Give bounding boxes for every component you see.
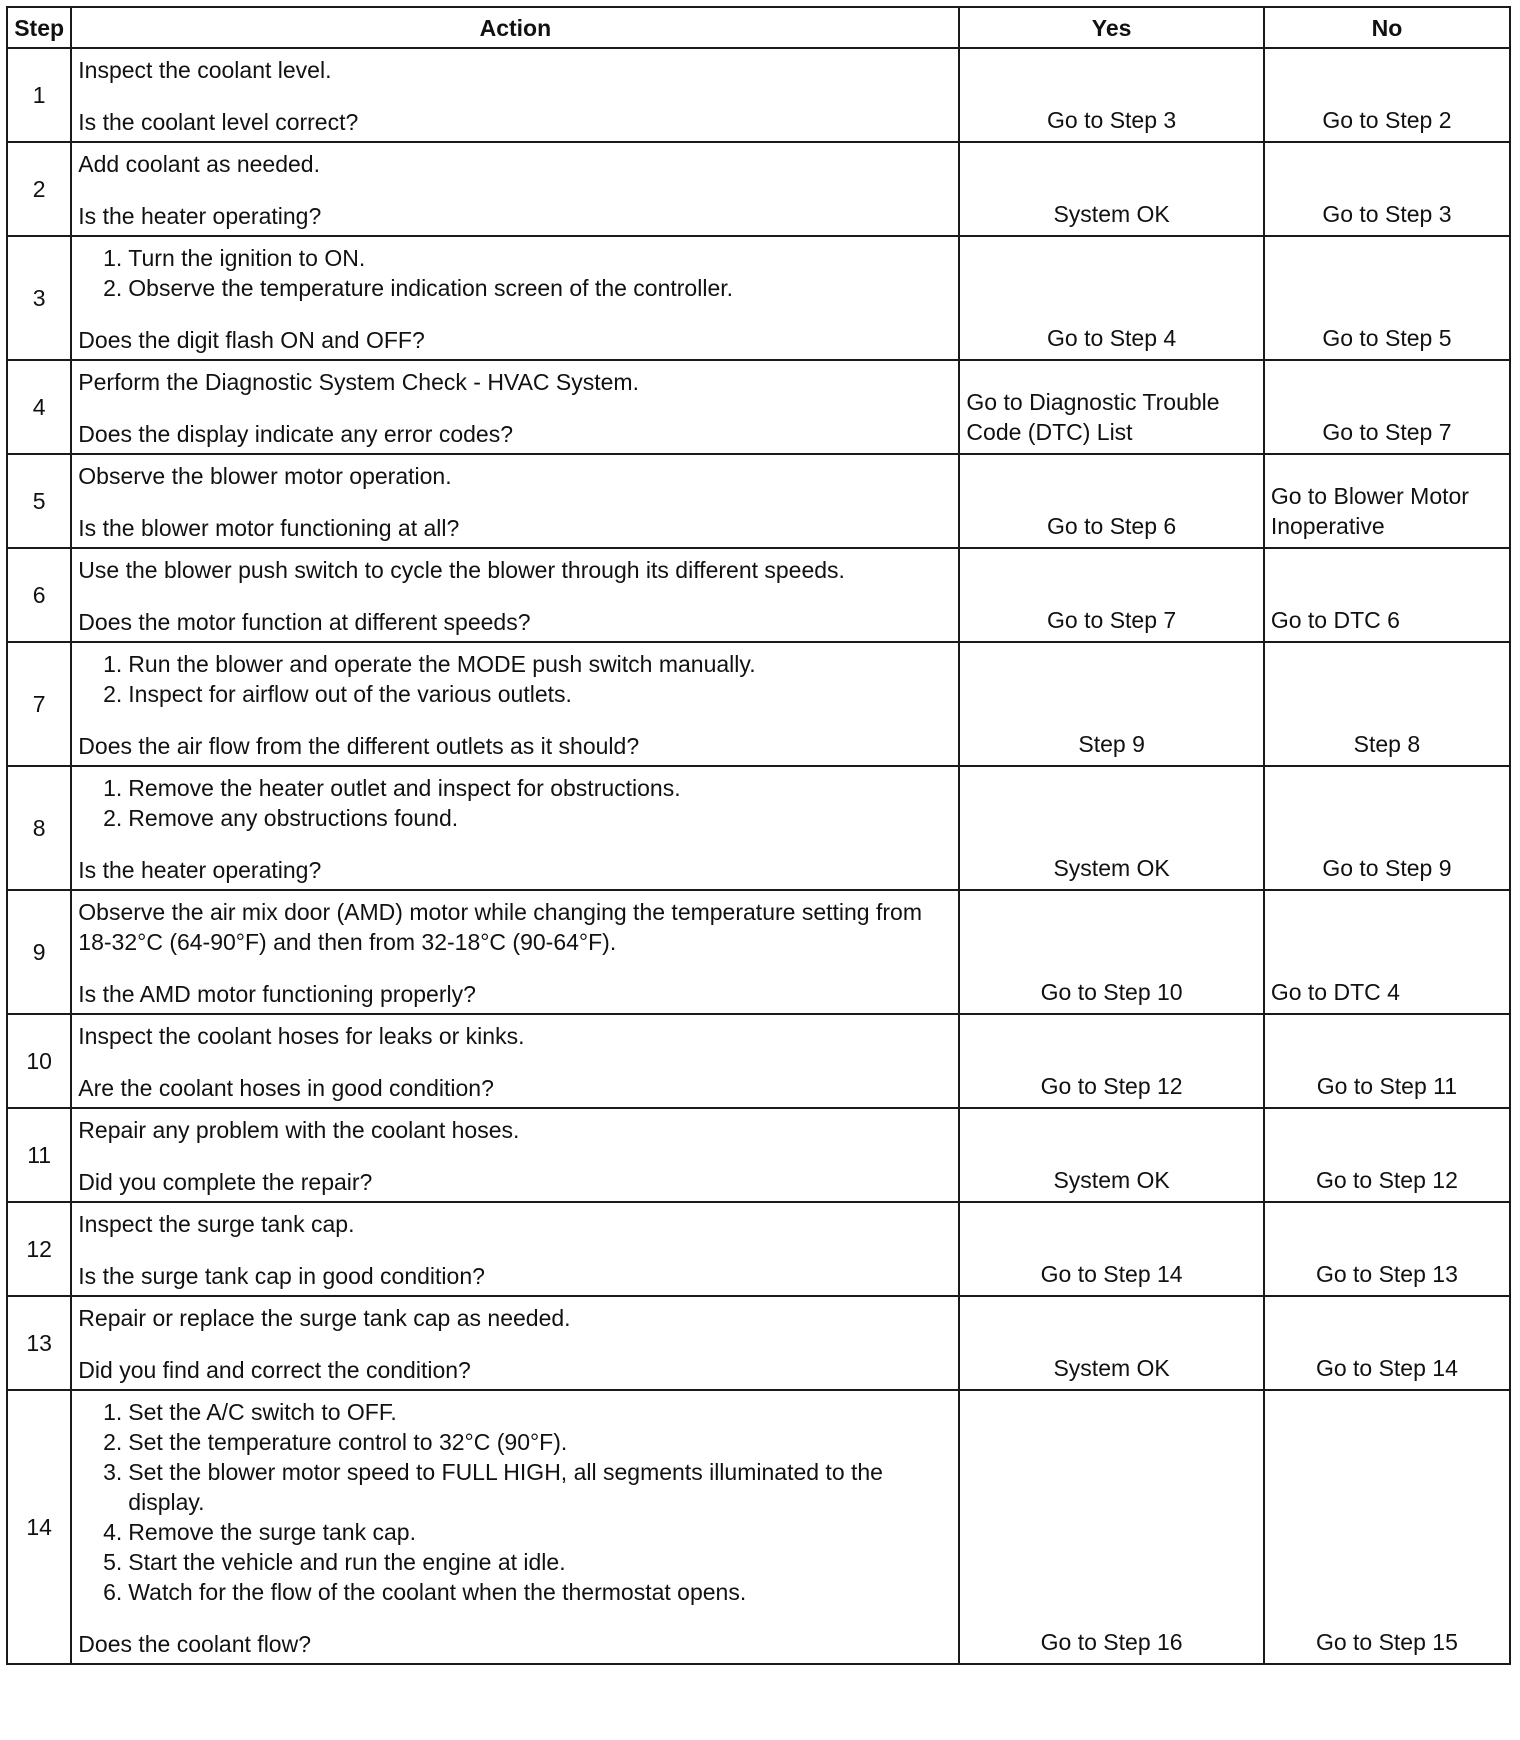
yes-result: Go to Step 10 bbox=[959, 890, 1263, 1014]
step-number: 6 bbox=[7, 548, 71, 642]
no-result: Step 8 bbox=[1264, 642, 1510, 766]
action-question: Does the coolant flow? bbox=[78, 1631, 311, 1657]
substep-number: 1. bbox=[103, 775, 123, 801]
substep-number: 2. bbox=[103, 1429, 123, 1455]
no-result: Go to Step 3 bbox=[1264, 142, 1510, 236]
action-cell bbox=[71, 766, 959, 890]
action-instruction: Inspect the coolant hoses for leaks or kinks. bbox=[78, 1023, 525, 1049]
table-row bbox=[7, 548, 1510, 642]
no-result: Go to Step 11 bbox=[1264, 1014, 1510, 1108]
step-number: 3 bbox=[7, 236, 71, 360]
action-instruction: Observe the air mix door (AMD) motor while changing the temperature setting from 18-32°C (64-90°F) and then from 32-18°C (90-64°F). bbox=[78, 899, 922, 955]
substep-number: 2. bbox=[103, 805, 123, 831]
no-result: Go to Step 14 bbox=[1264, 1296, 1510, 1390]
action-cell bbox=[71, 48, 959, 142]
action-substep bbox=[103, 773, 952, 803]
substep-text: Set the temperature control to 32°C (90°F). bbox=[128, 1429, 568, 1455]
step-number: 14 bbox=[7, 1390, 71, 1664]
header-row bbox=[7, 7, 1510, 48]
substep-text: Turn the ignition to ON. bbox=[128, 245, 366, 271]
action-question: Is the surge tank cap in good condition? bbox=[78, 1263, 485, 1289]
action-cell bbox=[71, 548, 959, 642]
table-row bbox=[7, 766, 1510, 890]
table-row bbox=[7, 142, 1510, 236]
action-instruction: Observe the blower motor operation. bbox=[78, 463, 452, 489]
yes-result: Step 9 bbox=[959, 642, 1263, 766]
no-result: Go to Blower Motor Inoperative bbox=[1264, 454, 1510, 548]
action-substeps bbox=[78, 649, 952, 709]
substep-text: Remove the heater outlet and inspect for obstructions. bbox=[128, 775, 681, 801]
table-row bbox=[7, 1202, 1510, 1296]
action-question: Is the AMD motor functioning properly? bbox=[78, 981, 476, 1007]
action-cell bbox=[71, 642, 959, 766]
yes-result: System OK bbox=[959, 766, 1263, 890]
action-instruction: Use the blower push switch to cycle the blower through its different speeds. bbox=[78, 557, 845, 583]
action-substep bbox=[103, 1427, 952, 1457]
action-question: Is the heater operating? bbox=[78, 203, 322, 229]
action-instruction: Inspect the coolant level. bbox=[78, 57, 332, 83]
no-result: Go to Step 5 bbox=[1264, 236, 1510, 360]
no-result: Go to Step 13 bbox=[1264, 1202, 1510, 1296]
action-instruction: Perform the Diagnostic System Check - HVAC System. bbox=[78, 369, 639, 395]
yes-result: Go to Step 14 bbox=[959, 1202, 1263, 1296]
action-question: Is the blower motor functioning at all? bbox=[78, 515, 460, 541]
step-number: 4 bbox=[7, 360, 71, 454]
action-substep bbox=[103, 243, 952, 273]
table-row bbox=[7, 1296, 1510, 1390]
yes-result: System OK bbox=[959, 142, 1263, 236]
table-row bbox=[7, 642, 1510, 766]
action-substeps bbox=[78, 773, 952, 833]
table-row bbox=[7, 454, 1510, 548]
no-result: Go to Step 2 bbox=[1264, 48, 1510, 142]
yes-result: System OK bbox=[959, 1108, 1263, 1202]
step-number: 12 bbox=[7, 1202, 71, 1296]
yes-result: Go to Step 7 bbox=[959, 548, 1263, 642]
action-question: Does the display indicate any error codes? bbox=[78, 421, 513, 447]
action-instruction: Repair any problem with the coolant hoses. bbox=[78, 1117, 520, 1143]
action-cell bbox=[71, 360, 959, 454]
action-substep bbox=[103, 649, 952, 679]
action-question: Does the digit flash ON and OFF? bbox=[78, 327, 425, 353]
table-row bbox=[7, 1014, 1510, 1108]
no-result: Go to Step 12 bbox=[1264, 1108, 1510, 1202]
action-cell bbox=[71, 1296, 959, 1390]
substep-number: 4. bbox=[103, 1519, 123, 1545]
step-number: 11 bbox=[7, 1108, 71, 1202]
action-cell bbox=[71, 454, 959, 548]
table-row bbox=[7, 1108, 1510, 1202]
action-cell bbox=[71, 890, 959, 1014]
header-yes: Yes bbox=[959, 7, 1263, 48]
substep-text: Run the blower and operate the MODE push switch manually. bbox=[128, 651, 756, 677]
action-instruction: Repair or replace the surge tank cap as needed. bbox=[78, 1305, 571, 1331]
header-step: Step bbox=[7, 7, 71, 48]
action-question: Does the air flow from the different outlets as it should? bbox=[78, 733, 640, 759]
yes-result: System OK bbox=[959, 1296, 1263, 1390]
action-cell bbox=[71, 1108, 959, 1202]
no-result: Go to DTC 6 bbox=[1264, 548, 1510, 642]
action-instruction: Inspect the surge tank cap. bbox=[78, 1211, 355, 1237]
substep-number: 2. bbox=[103, 275, 123, 301]
no-result: Go to Step 7 bbox=[1264, 360, 1510, 454]
step-number: 2 bbox=[7, 142, 71, 236]
action-question: Did you complete the repair? bbox=[78, 1169, 373, 1195]
header-action: Action bbox=[71, 7, 959, 48]
action-substep bbox=[103, 679, 952, 709]
action-question: Does the motor function at different speeds? bbox=[78, 609, 531, 635]
substep-text: Remove any obstructions found. bbox=[128, 805, 459, 831]
substep-text: Set the A/C switch to OFF. bbox=[128, 1399, 397, 1425]
action-substep bbox=[103, 1517, 952, 1547]
substep-number: 2. bbox=[103, 681, 123, 707]
action-question: Is the heater operating? bbox=[78, 857, 322, 883]
diagnostic-table bbox=[6, 6, 1511, 1665]
no-result: Go to Step 15 bbox=[1264, 1390, 1510, 1664]
table-row bbox=[7, 360, 1510, 454]
substep-number: 1. bbox=[103, 651, 123, 677]
action-substeps bbox=[78, 1397, 952, 1607]
yes-result: Go to Step 16 bbox=[959, 1390, 1263, 1664]
header-no: No bbox=[1264, 7, 1510, 48]
substep-text: Set the blower motor speed to FULL HIGH, all segments illuminated to the display. bbox=[128, 1459, 883, 1515]
yes-result: Go to Step 6 bbox=[959, 454, 1263, 548]
substep-text: Observe the temperature indication screen of the controller. bbox=[128, 275, 734, 301]
action-instruction: Add coolant as needed. bbox=[78, 151, 320, 177]
substep-number: 6. bbox=[103, 1579, 123, 1605]
action-substep bbox=[103, 1457, 952, 1517]
action-cell bbox=[71, 142, 959, 236]
step-number: 9 bbox=[7, 890, 71, 1014]
table-row bbox=[7, 890, 1510, 1014]
yes-result: Go to Step 3 bbox=[959, 48, 1263, 142]
table-row bbox=[7, 48, 1510, 142]
substep-text: Start the vehicle and run the engine at idle. bbox=[128, 1549, 566, 1575]
action-substep bbox=[103, 273, 952, 303]
step-number: 1 bbox=[7, 48, 71, 142]
table-row bbox=[7, 1390, 1510, 1664]
action-substep bbox=[103, 803, 952, 833]
table-body bbox=[7, 48, 1510, 1664]
action-question: Are the coolant hoses in good condition? bbox=[78, 1075, 494, 1101]
substep-number: 1. bbox=[103, 1399, 123, 1425]
table-row bbox=[7, 236, 1510, 360]
yes-result: Go to Step 12 bbox=[959, 1014, 1263, 1108]
action-cell bbox=[71, 1014, 959, 1108]
action-question: Is the coolant level correct? bbox=[78, 109, 359, 135]
substep-number: 5. bbox=[103, 1549, 123, 1575]
substep-text: Inspect for airflow out of the various outlets. bbox=[128, 681, 572, 707]
action-substeps bbox=[78, 243, 952, 303]
step-number: 7 bbox=[7, 642, 71, 766]
table-header bbox=[7, 7, 1510, 48]
step-number: 5 bbox=[7, 454, 71, 548]
action-question: Did you find and correct the condition? bbox=[78, 1357, 471, 1383]
yes-result: Go to Diagnostic Trouble Code (DTC) List bbox=[959, 360, 1263, 454]
action-cell bbox=[71, 236, 959, 360]
action-substep bbox=[103, 1547, 952, 1577]
no-result: Go to DTC 4 bbox=[1264, 890, 1510, 1014]
step-number: 8 bbox=[7, 766, 71, 890]
substep-number: 1. bbox=[103, 245, 123, 271]
action-cell bbox=[71, 1390, 959, 1664]
action-substep bbox=[103, 1397, 952, 1427]
yes-result: Go to Step 4 bbox=[959, 236, 1263, 360]
substep-number: 3. bbox=[103, 1459, 123, 1485]
action-cell bbox=[71, 1202, 959, 1296]
step-number: 10 bbox=[7, 1014, 71, 1108]
action-substep bbox=[103, 1577, 952, 1607]
substep-text: Remove the surge tank cap. bbox=[128, 1519, 416, 1545]
no-result: Go to Step 9 bbox=[1264, 766, 1510, 890]
substep-text: Watch for the flow of the coolant when the thermostat opens. bbox=[128, 1579, 747, 1605]
step-number: 13 bbox=[7, 1296, 71, 1390]
